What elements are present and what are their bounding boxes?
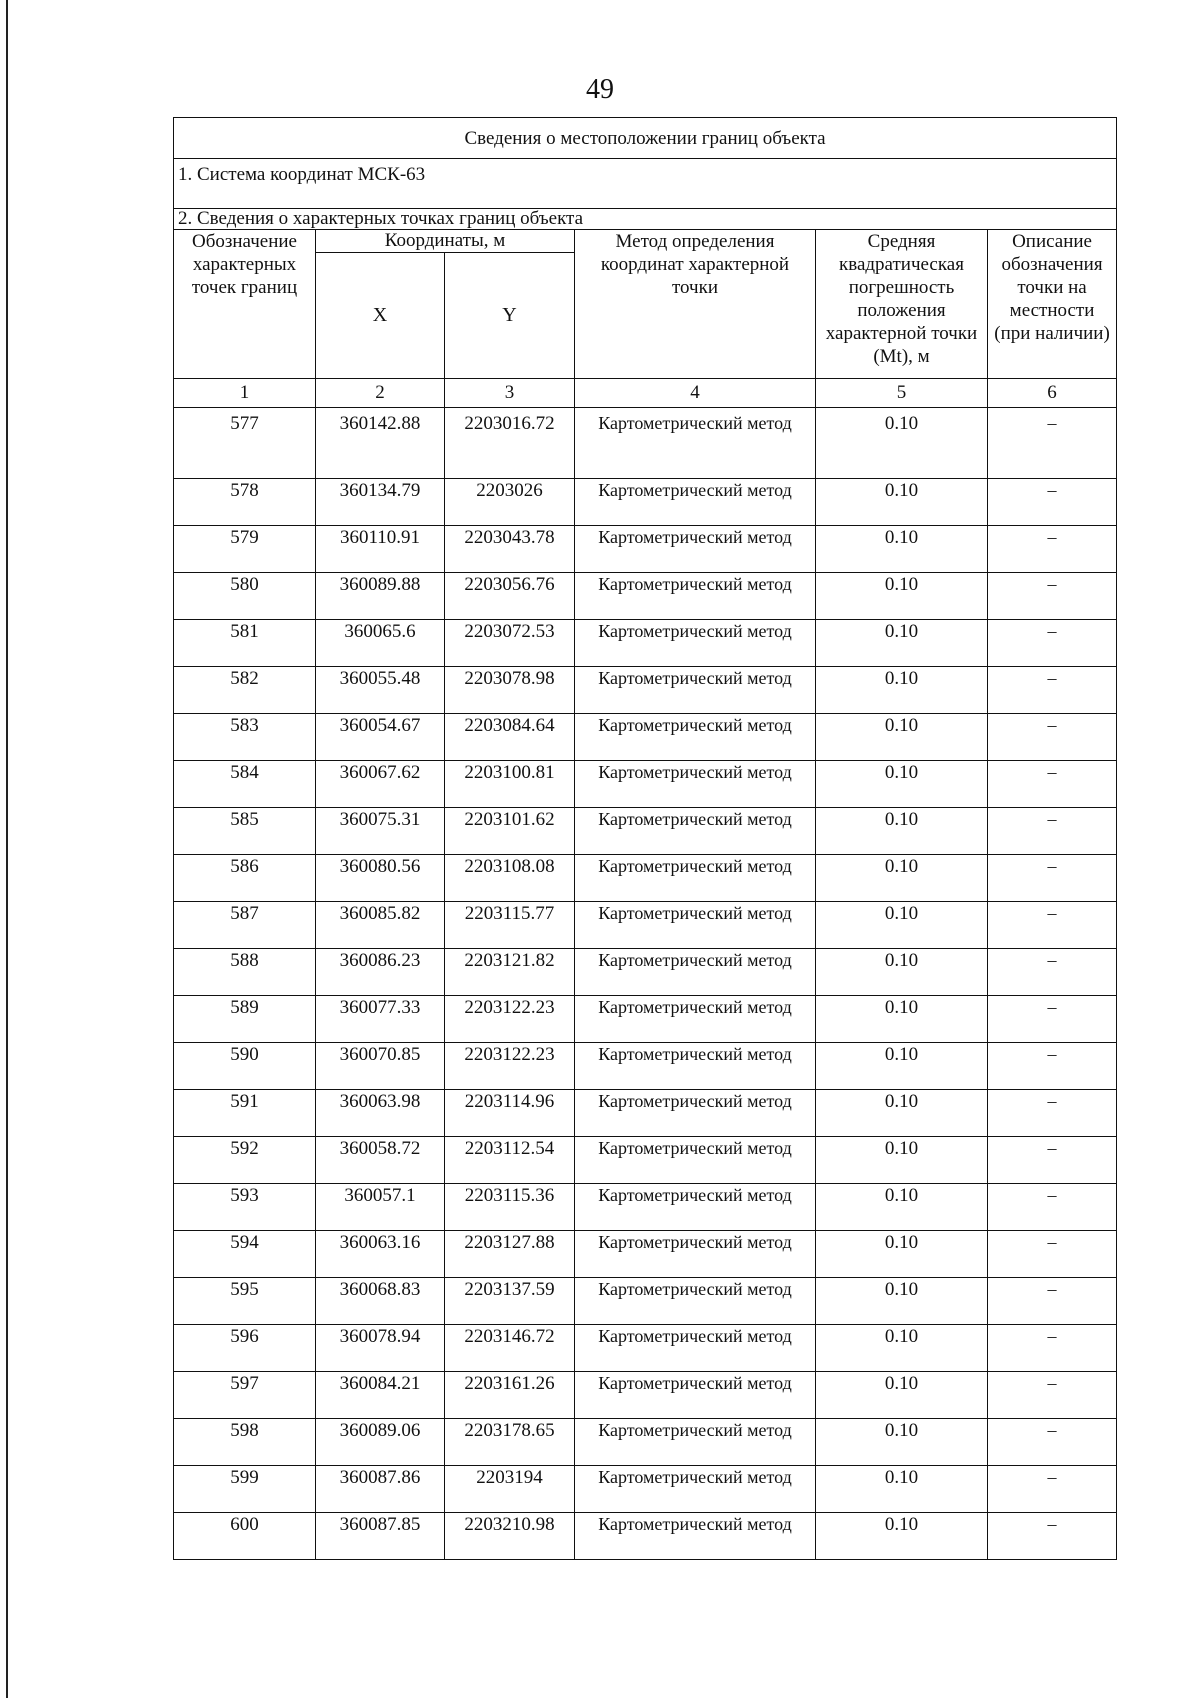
description-cell: – <box>988 1184 1117 1231</box>
table-row <box>174 1231 1117 1278</box>
description-cell: – <box>988 808 1117 855</box>
header-coordinates: Координаты, м <box>316 230 575 253</box>
description-cell: – <box>988 1043 1117 1090</box>
y-coordinate-cell: 2203194 <box>445 1466 575 1513</box>
method-cell: Картометрический метод <box>575 1325 816 1372</box>
mean-error-cell: 0.10 <box>816 408 988 479</box>
header-row-top <box>174 230 1117 253</box>
section-heading-row <box>174 209 1117 230</box>
column-number: 4 <box>575 379 816 408</box>
mean-error-cell: 0.10 <box>816 1419 988 1466</box>
mean-error-cell: 0.10 <box>816 714 988 761</box>
method-cell: Картометрический метод <box>575 667 816 714</box>
point-id-cell: 587 <box>174 902 316 949</box>
mean-error-cell: 0.10 <box>816 1278 988 1325</box>
mean-error-cell: 0.10 <box>816 1184 988 1231</box>
x-coordinate-cell: 360058.72 <box>316 1137 445 1184</box>
x-coordinate-cell: 360087.85 <box>316 1513 445 1560</box>
mean-error-cell: 0.10 <box>816 949 988 996</box>
point-id-cell: 579 <box>174 526 316 573</box>
coordinate-system-row <box>174 159 1117 209</box>
x-coordinate-cell: 360068.83 <box>316 1278 445 1325</box>
section-heading: 2. Сведения о характерных точках границ объекта <box>174 209 1117 230</box>
table-row <box>174 1419 1117 1466</box>
description-cell: – <box>988 1419 1117 1466</box>
mean-error-cell: 0.10 <box>816 620 988 667</box>
x-coordinate-cell: 360142.88 <box>316 408 445 479</box>
table-row <box>174 479 1117 526</box>
mean-error-cell: 0.10 <box>816 479 988 526</box>
mean-error-cell: 0.10 <box>816 1043 988 1090</box>
header-mean-error: Средняя квадратическая погрешность положения характерной точки (Mt), м <box>816 230 988 379</box>
point-id-cell: 581 <box>174 620 316 667</box>
table-row <box>174 1043 1117 1090</box>
method-cell: Картометрический метод <box>575 408 816 479</box>
mean-error-cell: 0.10 <box>816 1513 988 1560</box>
description-cell: – <box>988 996 1117 1043</box>
method-cell: Картометрический метод <box>575 479 816 526</box>
description-cell: – <box>988 1325 1117 1372</box>
point-id-cell: 593 <box>174 1184 316 1231</box>
point-id-cell: 592 <box>174 1137 316 1184</box>
y-coordinate-cell: 2203137.59 <box>445 1278 575 1325</box>
description-cell: – <box>988 573 1117 620</box>
mean-error-cell: 0.10 <box>816 667 988 714</box>
x-coordinate-cell: 360085.82 <box>316 902 445 949</box>
mean-error-cell: 0.10 <box>816 1090 988 1137</box>
table-row <box>174 667 1117 714</box>
description-cell: – <box>988 1137 1117 1184</box>
mean-error-cell: 0.10 <box>816 526 988 573</box>
y-coordinate-cell: 2203112.54 <box>445 1137 575 1184</box>
point-id-cell: 586 <box>174 855 316 902</box>
column-number: 6 <box>988 379 1117 408</box>
page-number: 49 <box>586 74 614 105</box>
x-coordinate-cell: 360078.94 <box>316 1325 445 1372</box>
table-row <box>174 996 1117 1043</box>
y-coordinate-cell: 2203056.76 <box>445 573 575 620</box>
table-row <box>174 761 1117 808</box>
point-id-cell: 597 <box>174 1372 316 1419</box>
header-method: Метод определения координат характерной точки <box>575 230 816 379</box>
boundary-points-table <box>173 117 1117 1560</box>
method-cell: Картометрический метод <box>575 1466 816 1513</box>
point-id-cell: 595 <box>174 1278 316 1325</box>
method-cell: Картометрический метод <box>575 1513 816 1560</box>
point-id-cell: 600 <box>174 1513 316 1560</box>
point-id-cell: 590 <box>174 1043 316 1090</box>
y-coordinate-cell: 2203121.82 <box>445 949 575 996</box>
table-row <box>174 408 1117 479</box>
table-title: Сведения о местоположении границ объекта <box>174 118 1117 159</box>
x-coordinate-cell: 360065.6 <box>316 620 445 667</box>
y-coordinate-cell: 2203115.77 <box>445 902 575 949</box>
method-cell: Картометрический метод <box>575 1090 816 1137</box>
description-cell: – <box>988 667 1117 714</box>
method-cell: Картометрический метод <box>575 808 816 855</box>
table-row <box>174 902 1117 949</box>
table-row <box>174 1325 1117 1372</box>
mean-error-cell: 0.10 <box>816 1325 988 1372</box>
description-cell: – <box>988 1513 1117 1560</box>
mean-error-cell: 0.10 <box>816 1372 988 1419</box>
table-row <box>174 1513 1117 1560</box>
method-cell: Картометрический метод <box>575 1419 816 1466</box>
method-cell: Картометрический метод <box>575 1137 816 1184</box>
x-coordinate-cell: 360057.1 <box>316 1184 445 1231</box>
x-coordinate-cell: 360054.67 <box>316 714 445 761</box>
table-row <box>174 526 1117 573</box>
x-coordinate-cell: 360080.56 <box>316 855 445 902</box>
point-id-cell: 591 <box>174 1090 316 1137</box>
y-coordinate-cell: 2203108.08 <box>445 855 575 902</box>
method-cell: Картометрический метод <box>575 949 816 996</box>
description-cell: – <box>988 902 1117 949</box>
point-id-cell: 577 <box>174 408 316 479</box>
table-row <box>174 1184 1117 1231</box>
table-row <box>174 620 1117 667</box>
x-coordinate-cell: 360089.88 <box>316 573 445 620</box>
mean-error-cell: 0.10 <box>816 902 988 949</box>
point-id-cell: 582 <box>174 667 316 714</box>
x-coordinate-cell: 360063.16 <box>316 1231 445 1278</box>
table-row <box>174 808 1117 855</box>
y-coordinate-cell: 2203114.96 <box>445 1090 575 1137</box>
mean-error-cell: 0.10 <box>816 573 988 620</box>
x-coordinate-cell: 360134.79 <box>316 479 445 526</box>
y-coordinate-cell: 2203101.62 <box>445 808 575 855</box>
y-coordinate-cell: 2203210.98 <box>445 1513 575 1560</box>
y-coordinate-cell: 2203146.72 <box>445 1325 575 1372</box>
mean-error-cell: 0.10 <box>816 808 988 855</box>
x-coordinate-cell: 360086.23 <box>316 949 445 996</box>
table-row <box>174 949 1117 996</box>
method-cell: Картометрический метод <box>575 1231 816 1278</box>
point-id-cell: 598 <box>174 1419 316 1466</box>
mean-error-cell: 0.10 <box>816 996 988 1043</box>
header-y: Y <box>445 253 575 379</box>
method-cell: Картометрический метод <box>575 1278 816 1325</box>
x-coordinate-cell: 360070.85 <box>316 1043 445 1090</box>
description-cell: – <box>988 714 1117 761</box>
y-coordinate-cell: 2203072.53 <box>445 620 575 667</box>
x-coordinate-cell: 360067.62 <box>316 761 445 808</box>
y-coordinate-cell: 2203084.64 <box>445 714 575 761</box>
table-row <box>174 1137 1117 1184</box>
description-cell: – <box>988 408 1117 479</box>
table-row <box>174 1090 1117 1137</box>
y-coordinate-cell: 2203100.81 <box>445 761 575 808</box>
table-row <box>174 714 1117 761</box>
y-coordinate-cell: 2203078.98 <box>445 667 575 714</box>
y-coordinate-cell: 2203115.36 <box>445 1184 575 1231</box>
column-number: 2 <box>316 379 445 408</box>
point-id-cell: 583 <box>174 714 316 761</box>
point-id-cell: 589 <box>174 996 316 1043</box>
x-coordinate-cell: 360084.21 <box>316 1372 445 1419</box>
column-number: 1 <box>174 379 316 408</box>
point-id-cell: 588 <box>174 949 316 996</box>
mean-error-cell: 0.10 <box>816 1466 988 1513</box>
description-cell: – <box>988 1090 1117 1137</box>
point-id-cell: 599 <box>174 1466 316 1513</box>
point-id-cell: 585 <box>174 808 316 855</box>
binding-edge-line <box>6 0 8 1698</box>
column-number: 3 <box>445 379 575 408</box>
header-description: Описание обозначения точки на местности (при наличии) <box>988 230 1117 379</box>
method-cell: Картометрический метод <box>575 526 816 573</box>
method-cell: Картометрический метод <box>575 1372 816 1419</box>
y-coordinate-cell: 2203026 <box>445 479 575 526</box>
table-row <box>174 1278 1117 1325</box>
method-cell: Картометрический метод <box>575 1184 816 1231</box>
point-id-cell: 584 <box>174 761 316 808</box>
table-row <box>174 573 1117 620</box>
description-cell: – <box>988 526 1117 573</box>
x-coordinate-cell: 360087.86 <box>316 1466 445 1513</box>
mean-error-cell: 0.10 <box>816 855 988 902</box>
method-cell: Картометрический метод <box>575 855 816 902</box>
y-coordinate-cell: 2203043.78 <box>445 526 575 573</box>
point-id-cell: 578 <box>174 479 316 526</box>
description-cell: – <box>988 949 1117 996</box>
y-coordinate-cell: 2203161.26 <box>445 1372 575 1419</box>
method-cell: Картометрический метод <box>575 996 816 1043</box>
table-row <box>174 855 1117 902</box>
table-row <box>174 1372 1117 1419</box>
x-coordinate-cell: 360110.91 <box>316 526 445 573</box>
description-cell: – <box>988 761 1117 808</box>
coordinate-system: 1. Система координат МСК-63 <box>174 159 1117 209</box>
method-cell: Картометрический метод <box>575 761 816 808</box>
mean-error-cell: 0.10 <box>816 761 988 808</box>
mean-error-cell: 0.10 <box>816 1137 988 1184</box>
mean-error-cell: 0.10 <box>816 1231 988 1278</box>
method-cell: Картометрический метод <box>575 573 816 620</box>
description-cell: – <box>988 1372 1117 1419</box>
x-coordinate-cell: 360075.31 <box>316 808 445 855</box>
column-number: 5 <box>816 379 988 408</box>
description-cell: – <box>988 1466 1117 1513</box>
description-cell: – <box>988 1278 1117 1325</box>
x-coordinate-cell: 360077.33 <box>316 996 445 1043</box>
x-coordinate-cell: 360055.48 <box>316 667 445 714</box>
method-cell: Картометрический метод <box>575 1043 816 1090</box>
table-title-row <box>174 118 1117 159</box>
y-coordinate-cell: 2203016.72 <box>445 408 575 479</box>
y-coordinate-cell: 2203178.65 <box>445 1419 575 1466</box>
y-coordinate-cell: 2203122.23 <box>445 996 575 1043</box>
method-cell: Картометрический метод <box>575 714 816 761</box>
table-row <box>174 1466 1117 1513</box>
description-cell: – <box>988 479 1117 526</box>
point-id-cell: 580 <box>174 573 316 620</box>
y-coordinate-cell: 2203122.23 <box>445 1043 575 1090</box>
x-coordinate-cell: 360089.06 <box>316 1419 445 1466</box>
header-point-designation: Обозначение характерных точек границ <box>174 230 316 379</box>
description-cell: – <box>988 620 1117 667</box>
column-number-row <box>174 379 1117 408</box>
description-cell: – <box>988 1231 1117 1278</box>
x-coordinate-cell: 360063.98 <box>316 1090 445 1137</box>
method-cell: Картометрический метод <box>575 902 816 949</box>
point-id-cell: 596 <box>174 1325 316 1372</box>
description-cell: – <box>988 855 1117 902</box>
header-x: X <box>316 253 445 379</box>
y-coordinate-cell: 2203127.88 <box>445 1231 575 1278</box>
point-id-cell: 594 <box>174 1231 316 1278</box>
method-cell: Картометрический метод <box>575 620 816 667</box>
